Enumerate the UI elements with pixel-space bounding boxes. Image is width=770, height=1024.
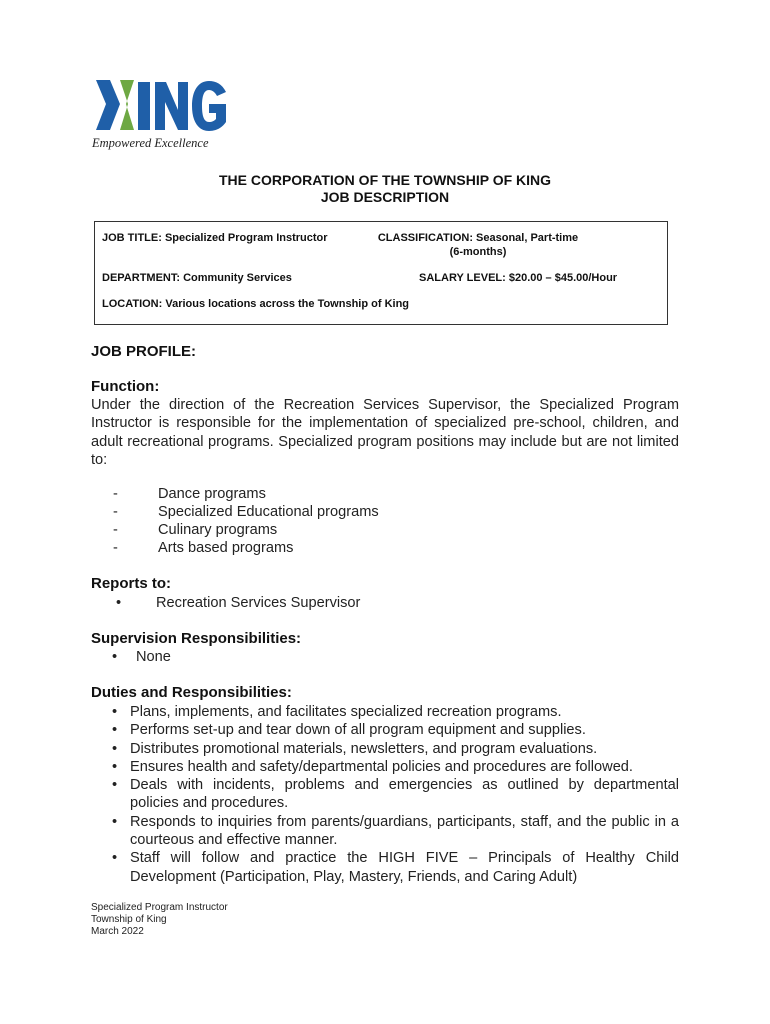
- bullet-icon: •: [112, 740, 118, 757]
- footer-date: March 2022: [91, 926, 144, 937]
- salary-level: SALARY LEVEL: $20.00 – $45.00/Hour: [419, 272, 618, 284]
- job-info-box: [94, 221, 668, 325]
- location: LOCATION: Various locations across the Township of King: [102, 298, 410, 310]
- bullet-icon: •: [112, 850, 118, 867]
- document-title: [0, 172, 770, 206]
- corporation-name: THE CORPORATION OF THE TOWNSHIP OF KING: [218, 172, 552, 188]
- classification-line2: (6-months): [449, 246, 507, 258]
- department: DEPARTMENT: Community Services: [102, 272, 292, 284]
- bullet-icon: •: [112, 722, 118, 739]
- township-logo: [92, 78, 232, 152]
- king-logo-mark: [92, 78, 232, 134]
- bullet-icon: •: [112, 758, 118, 775]
- supervision-heading: Supervision Responsibilities:: [91, 630, 302, 647]
- duties-list: [112, 703, 679, 886]
- bullet-icon: •: [112, 777, 118, 794]
- bullet-icon: •: [112, 813, 118, 830]
- bullet-icon: •: [112, 649, 118, 665]
- list-item: • Deals with incidents, problems and emergencies as outlined by departmental policies and procedures.: [112, 777, 679, 812]
- list-item: • Ensures health and safety/departmental policies and procedures are followed.: [112, 758, 633, 775]
- function-heading: Function:: [91, 378, 160, 395]
- footer-position: Specialized Program Instructor: [91, 902, 228, 913]
- list-item: • Plans, implements, and facilitates specialized recreation programs.: [112, 704, 562, 720]
- bullet-icon: •: [112, 704, 118, 720]
- job-profile-heading: JOB PROFILE:: [91, 343, 197, 360]
- reports-to-heading: Reports to:: [91, 575, 171, 592]
- page-footer: [91, 902, 228, 938]
- function-text: Under the direction of the Recreation Services Supervisor, the Specialized Program Instructor is responsible for the implementation of specialized pre-school, children, and adult recreational programs. Specialized program positions may include but are not limited to:: [91, 397, 679, 468]
- duties-heading: Duties and Responsibilities:: [91, 684, 292, 701]
- logo-tagline: Empowered Excellence: [92, 136, 209, 150]
- job-title: JOB TITLE: Specialized Program Instructor: [102, 232, 328, 244]
- document-type: JOB DESCRIPTION: [320, 189, 450, 205]
- list-item: • Performs set-up and tear down of all program equipment and supplies.: [112, 722, 586, 739]
- list-item: • Responds to inquiries from parents/guardians, participants, staff, and the public in a courteous and effective manner.: [112, 813, 679, 849]
- list-item: • Distributes promotional materials, newsletters, and program evaluations.: [112, 740, 598, 757]
- bullet-icon: •: [116, 595, 122, 611]
- classification-line1: CLASSIFICATION: Seasonal, Part-time: [377, 232, 579, 244]
- list-item: • Staff will follow and practice the HIGH FIVE – Principals of Healthy Child Development (Participation, Play, Mastery, Friends, and Caring Adult): [112, 850, 679, 885]
- footer-organization: Township of King: [91, 914, 167, 925]
- classification: [373, 231, 583, 259]
